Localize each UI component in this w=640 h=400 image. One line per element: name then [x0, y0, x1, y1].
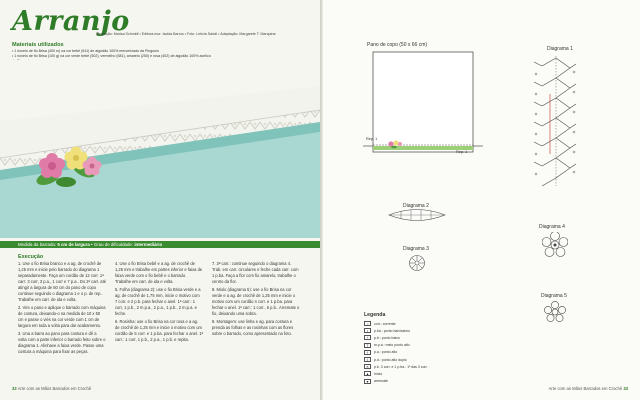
legend-symbol: T: [364, 343, 371, 348]
page-footer: [12, 386, 91, 391]
instruction-step: 6. Rosinha: use o fio Brisa na cor rosa e a ag. de crochê de 1,25 mm e inicie o motivo com um cordão de 5 corr. e 1 p.ba. para fechar o anel. 1ª carr.: 1 corr, 1 p.b., 2 p.a., 1 p.b. e repita.: [115, 319, 203, 342]
legend-item: [364, 320, 428, 327]
footer-text: Arte com as Mãos Barrados em Crochê: [548, 386, 623, 391]
diagram-2-leaf: [387, 208, 447, 222]
towel-diagram-label: Pano de copo (50 x 66 cm): [367, 42, 428, 48]
instruction-step: 3. Una a barra ao pano para costura e dê a volta com a parte inferior o barrado feito sobre o diagrama 1. Alinhave a faixa verde. Passe uma costura a máquina para fixar as peças.: [18, 331, 106, 354]
materials-item: • 1 novelo de fio Brisa (100 g) na cor verde bebê (502), vermelho (581), amarelo (250) e rosa (402) de algodão 100% acrílico: [12, 54, 211, 59]
footer-text: Arte com as Mãos Barrados em Crochê: [17, 386, 92, 391]
diagram-5-miolo: [544, 301, 566, 323]
band-label: Medida da barrada:: [18, 242, 57, 247]
legend-item: [364, 370, 428, 377]
rep-label: Rep. 1: [366, 137, 378, 141]
instruction-step: 2. Vire o pano e aplique o barrado com máquina de costura, deixando-o na medida de 10 x 50 cm e passe o viés na cor verde com 1 cm de largura em toda a volta para dar acabamento.: [18, 305, 106, 328]
diagram-3-label: Diagrama 3: [403, 246, 429, 252]
legend-symbol: •: [364, 328, 371, 333]
legend-symbol: ▲: [365, 372, 370, 377]
legend-symbol: ▼: [365, 379, 370, 384]
instruction-step: 4. Use o fio Brisa bebê e a ag. de crochê de 1,25 mm e trabalhe em partes inferior e faixa de faixa verde com o fio bebê e o barrado. Trabalhe em carr. de ida e volta.: [115, 261, 203, 284]
legend-symbol: ○: [364, 321, 371, 326]
instruction-step: 9. Montagem: use linha e ag. para costura e prenda as folhas e as rosinhas com as flores sobre o barrado, como apresentado na foto.: [212, 319, 294, 336]
diagram-4-label: Diagrama 4: [539, 224, 565, 230]
legend-symbol: +: [364, 335, 371, 340]
page-number: 33: [623, 386, 628, 391]
materials-title: Materiais utilizados: [12, 42, 64, 48]
instruction-step: 7. 3ª carr.: continue seguindo o diagrama 4. Trab. em carr. circulares e feche cada carr. com 1 p.ba. Faça a flor com fio amarelo, trabalhe o centro da flor.: [212, 261, 299, 284]
instruction-step: 8. Miolo (diagrama 5): use o fio Brisa na cor verde e a ag. de crochê de 1,25 mm e inicie o motivo com um cordão 4 corr. e 1 p.ba. para fechar o anel. 1ª carr.: 1 corr., 6 p.b.. Arremate o fio, deixando uma sobra.: [212, 287, 300, 316]
instructions-column-1: [18, 261, 106, 357]
legend-text: p.d.: ponto alto duplo: [374, 357, 407, 362]
legend-item: [364, 349, 428, 356]
instruction-step: 5. Folha (diagrama 2): use o fio Brisa verde e a ag. de crochê de 1,75 mm, inicie o motivo com 7 corr. e 2 p.b. para fechar o anel. 1ª carr.: 1 corr, 1 p.b., 2 m.p.a., 2 p.a., 1 p.b., 2 m.p.a. e feche.: [115, 287, 201, 316]
legend-item: [364, 378, 428, 385]
byline: Execução: Marisa Schmidt • Editora-mor: Isolda Barros • Foto: Letícia Saiwil • Adaptação: Margarete T. Marquina: [96, 32, 276, 36]
legend-item: [364, 363, 428, 370]
page-footer: [549, 386, 628, 391]
band-value: 5 cm de largura: [57, 242, 90, 247]
page-title: Arranjo: [12, 6, 130, 37]
diagram-1-chart: [530, 54, 578, 188]
materials-item: • 1 novelo de fio Brisa (400 m) na cor bebê (611) de algodão 100% mercerizado da Pingouin: [12, 49, 160, 53]
legend-item: [364, 342, 428, 349]
towel-photo-illustration: [0, 60, 320, 238]
legend-text: p.ba.: ponto baixíssimo: [374, 328, 410, 333]
instructions-column-2: [115, 261, 203, 345]
diagram-1-label: Diagrama 1: [547, 46, 573, 52]
legend-text: m.p.a.: meio ponto alto: [374, 343, 410, 348]
section-title: Execução: [18, 254, 44, 260]
instructions: [18, 261, 308, 381]
diagram-4-rose: [542, 232, 568, 258]
diagram-5-label: Diagrama 5: [541, 293, 567, 299]
legend-text: corr.: corrente: [374, 321, 396, 326]
legend-text: p.b. 3 corr. e 1 p.ba.: 1ª das 3 corr.: [374, 364, 428, 369]
instructions-column-3: [212, 261, 300, 339]
legend-list: [364, 320, 428, 385]
legend-text: p.b.: ponto baixo: [374, 335, 400, 340]
legend-item: [364, 327, 428, 334]
diagram-2-label: Diagrama 2: [403, 203, 429, 209]
measurement-band: [0, 241, 320, 248]
rep-label: Rep. 1: [456, 150, 468, 154]
legend-symbol: ✕: [364, 364, 371, 369]
right-page: [323, 0, 640, 400]
difficulty-label: • Grau de dificuldade:: [91, 242, 134, 247]
difficulty-value: intermediário: [134, 242, 163, 247]
legend-item: [364, 334, 428, 341]
legend-symbol: †: [364, 350, 371, 355]
legend-symbol: ‡: [364, 357, 371, 362]
product-photo: [0, 60, 320, 238]
legend-text: p.a.: ponto alto: [374, 350, 398, 355]
page-number: 32: [12, 386, 17, 391]
legend-title: Legenda: [364, 312, 386, 318]
instruction-step: 1. Use o fio Brisa branco e a ag. de crochê de 1,25 mm e inicie pelo barrado do diagrama 1 separadamente. Faça um cordão de 12 corr. 1ª carr: 3 corr, 3 p.a., 1 corr e 7 p.a.. Do 2ª carr. até atingir a largura de 50 cm do pano de copo continue seguindo o diagrama 1 e o p. de rep.. Trabalhe em carr. de ida e volta.: [18, 261, 106, 302]
legend-text: arremate: [374, 379, 389, 384]
diagram-3-center: [408, 254, 426, 272]
towel-layout-diagram: [363, 50, 483, 160]
legend-text: início: [374, 371, 383, 376]
legend-item: [364, 356, 428, 363]
